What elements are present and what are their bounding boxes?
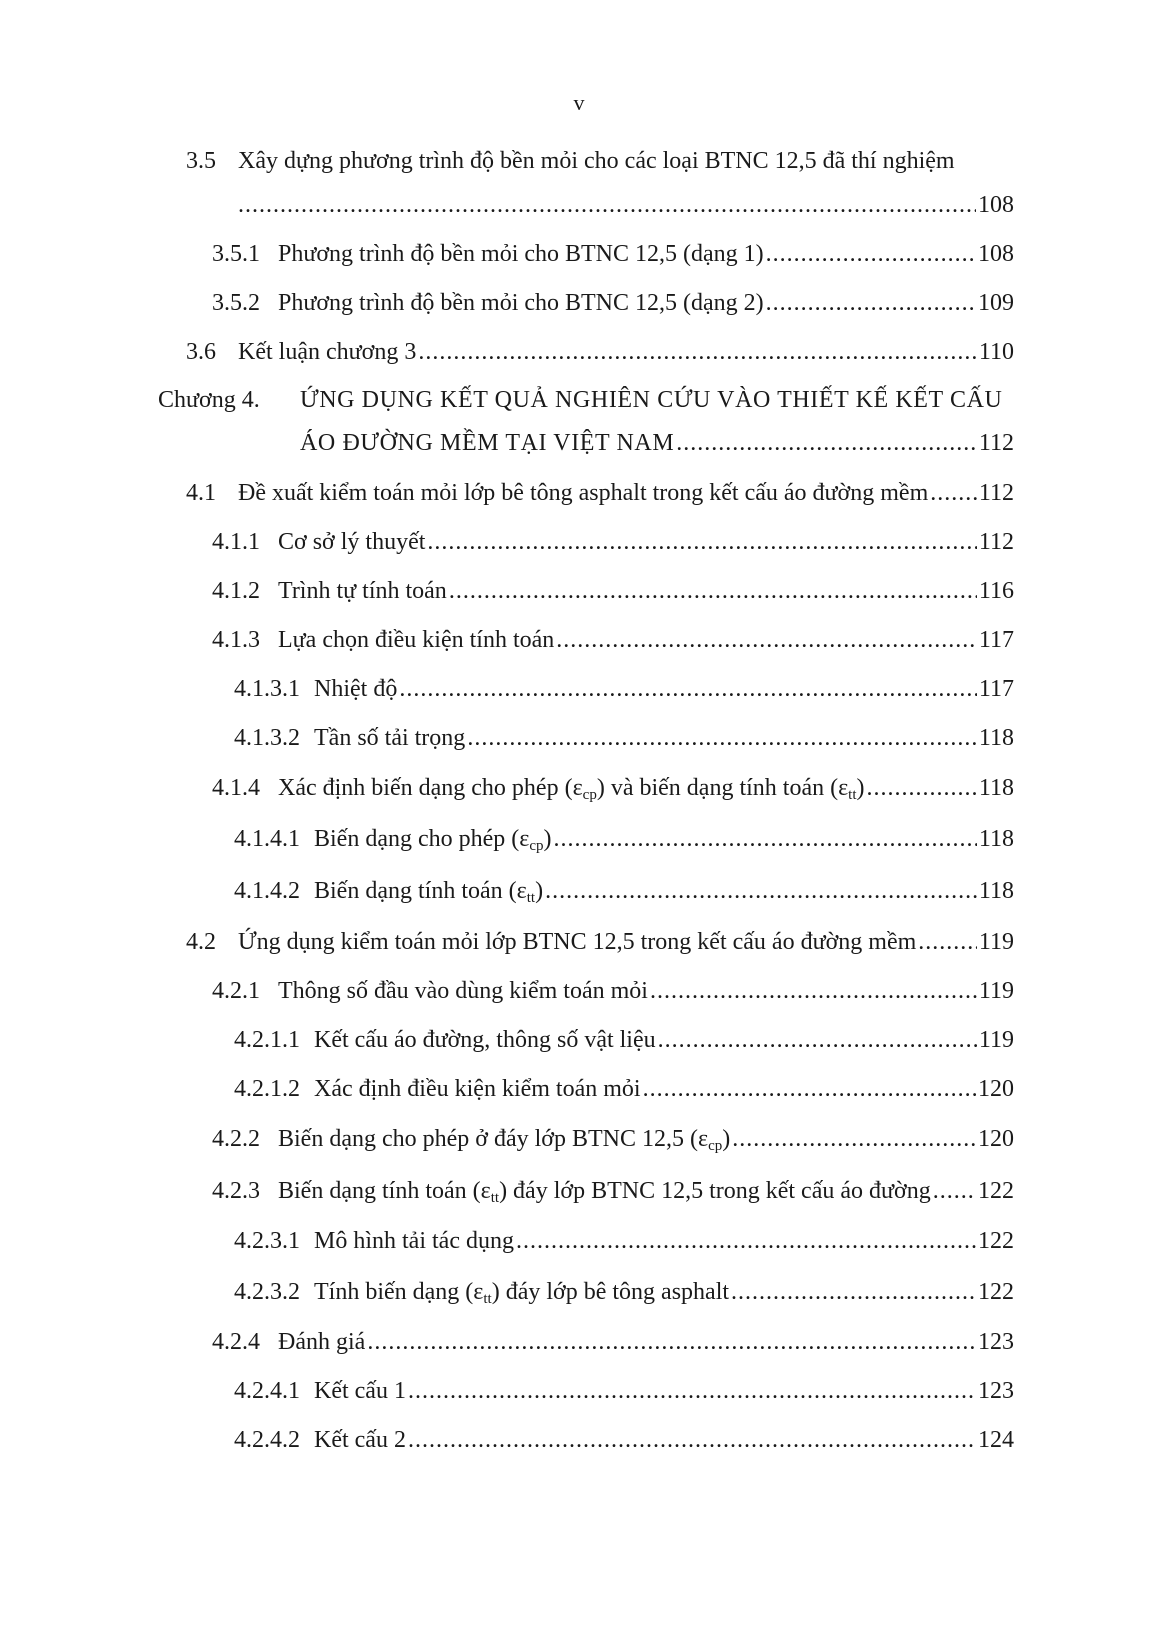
toc-entry-number: 4.1.4.1 (234, 826, 300, 852)
toc-entry-title (278, 1176, 931, 1213)
dot-leader (449, 576, 977, 606)
toc-entry-4-1-3[interactable] (212, 625, 1014, 655)
dot-leader (367, 1327, 976, 1357)
dot-leader (867, 773, 977, 803)
toc-entry-page: 108 (978, 241, 1014, 267)
toc-entry-3-6[interactable] (186, 337, 1014, 367)
subscript: tt (490, 1190, 500, 1206)
toc-entry-number: 4.1.2 (212, 578, 260, 604)
dot-leader (643, 1074, 976, 1104)
toc-entry-4-2-3[interactable] (212, 1176, 1014, 1213)
dot-leader (238, 190, 976, 220)
title-text: ) đáy lớp bê tông asphalt (491, 1279, 730, 1305)
toc-entry-number: 4.2 (186, 929, 216, 955)
toc-entry-title: Tần số tải trọng (314, 725, 466, 751)
toc-entry-4-1-4[interactable] (212, 773, 1014, 810)
toc-entry-4-2-4[interactable] (212, 1327, 1014, 1357)
toc-entry-4-2-3-2[interactable] (234, 1277, 1014, 1314)
toc-entry-number: 4.2.4 (212, 1329, 260, 1355)
toc-entry-page: 117 (978, 627, 1014, 653)
toc-entry-number: 4.2.2 (212, 1126, 260, 1152)
toc-entry-4-1-1[interactable] (212, 527, 1014, 557)
toc-entry-number: 4.2.3 (212, 1178, 260, 1204)
toc-entry-title: Cơ sở lý thuyết (278, 529, 426, 555)
title-text: ) đáy lớp BTNC 12,5 trong kết cấu áo đường (499, 1178, 931, 1204)
toc-entry-page: 108 (978, 192, 1014, 218)
toc-entry-page: 119 (978, 1027, 1014, 1053)
toc-entry-number: 4.2.4.1 (234, 1378, 300, 1404)
toc-entry-title (278, 1124, 730, 1161)
toc-entry-4-2-4-1[interactable] (234, 1376, 1014, 1406)
dot-leader (418, 337, 977, 367)
toc-entry-page: 119 (978, 929, 1014, 955)
toc-entry-page: 109 (978, 290, 1014, 316)
toc-entry-number: 4.1.3.2 (234, 725, 300, 751)
toc-entry-title (278, 773, 865, 810)
toc-entry-title: Đề xuất kiểm toán mỏi lớp bê tông asphalt trong kết cấu áo đường mềm (238, 480, 929, 506)
toc-entry-4-2-3-1[interactable] (234, 1226, 1014, 1256)
dot-leader (766, 288, 976, 318)
title-text: ) (543, 826, 552, 852)
toc-entry-number: 3.5.1 (212, 241, 260, 267)
dot-leader (516, 1226, 976, 1256)
toc-entry-title (314, 824, 552, 861)
toc-entry-title: Thông số đầu vào dùng kiểm toán mỏi (278, 978, 648, 1004)
toc-entry-page: 123 (978, 1378, 1014, 1404)
toc-entry-4-1-4-2[interactable] (234, 876, 1014, 913)
toc-entry-number: 3.5 (186, 148, 216, 174)
toc-entry-4-2-1-2[interactable] (234, 1074, 1014, 1104)
toc-entry-title: Xác định điều kiện kiểm toán mỏi (314, 1076, 641, 1102)
toc-entry-page: 112 (978, 480, 1014, 506)
toc-entry-number: 4.2.4.2 (234, 1427, 300, 1453)
toc-entry-page: 118 (978, 878, 1014, 904)
title-text: Biến dạng cho phép ở đáy lớp BTNC 12,5 (ε (278, 1126, 709, 1152)
toc-entry-number: 4.2.1 (212, 978, 260, 1004)
toc-entry-number: 4.1.3.1 (234, 676, 300, 702)
dot-leader (732, 1124, 976, 1154)
dot-leader (427, 527, 977, 557)
toc-entry-4-2-1-1[interactable] (234, 1025, 1014, 1055)
subscript: tt (526, 890, 536, 906)
toc-entry-4-1-3-2[interactable] (234, 723, 1014, 753)
title-text: ) (535, 878, 544, 904)
toc-entry-title: Nhiệt độ (314, 676, 398, 702)
toc-entry-chapter-4-cont[interactable] (300, 428, 1014, 458)
page-number: v (573, 90, 585, 115)
toc-entry-page: 123 (978, 1329, 1014, 1355)
dot-leader (554, 824, 977, 854)
toc-entry-4-2-4-2[interactable] (234, 1425, 1014, 1455)
toc-entry-title: Kết luận chương 3 (238, 339, 417, 365)
dot-leader (467, 723, 977, 753)
dot-leader (408, 1376, 976, 1406)
toc-entry-page: 118 (978, 775, 1014, 801)
toc-entry-number: 4.2.1.2 (234, 1076, 300, 1102)
toc-entry-page: 122 (978, 1228, 1014, 1254)
toc-entry-number: 4.2.3.2 (234, 1279, 300, 1305)
toc-entry-page: 112 (978, 529, 1014, 555)
toc-entry-page: 122 (978, 1178, 1014, 1204)
toc-entry-4-2-1[interactable] (212, 976, 1014, 1006)
title-text: Tính biến dạng (ε (314, 1279, 484, 1305)
toc-entry-number: 4.1 (186, 480, 216, 506)
title-text: Biến dạng tính toán (ε (314, 878, 527, 904)
toc-entry-title: Xây dựng phương trình độ bền mỏi cho các loại BTNC 12,5 đã thí nghiệm (238, 148, 955, 174)
toc-entry-number: 4.1.1 (212, 529, 260, 555)
toc-entry-title: ỨNG DỤNG KẾT QUẢ NGHIÊN CỨU VÀO THIẾT KẾ KẾT CẤU (300, 387, 1003, 413)
toc-entry-title: Kết cấu 1 (314, 1378, 406, 1404)
title-text: ) và biến dạng tính toán (ε (596, 775, 849, 801)
subscript: tt (848, 787, 857, 803)
toc-entry-4-1[interactable] (186, 478, 1014, 508)
toc-entry-page: 117 (978, 676, 1014, 702)
toc-entry-page: 112 (978, 430, 1014, 456)
toc-entry-page: 124 (978, 1427, 1014, 1453)
toc-entry-page: 110 (978, 339, 1014, 365)
toc-entry-number: Chương 4. (158, 387, 260, 413)
toc-entry-title: ÁO ĐƯỜNG MỀM TẠI VIỆT NAM (300, 430, 675, 456)
toc-entry-4-2[interactable] (186, 927, 1014, 957)
toc-entry-number: 4.2.3.1 (234, 1228, 300, 1254)
toc-entry-page: 118 (978, 725, 1014, 751)
toc-entry-title: Ứng dụng kiểm toán mỏi lớp BTNC 12,5 trong kết cấu áo đường mềm (238, 929, 917, 955)
dot-leader (930, 478, 977, 508)
toc-entry-page: 120 (978, 1076, 1014, 1102)
dot-leader (918, 927, 977, 957)
toc-entry-title: Phương trình độ bền mỏi cho BTNC 12,5 (dạng 2) (278, 290, 764, 316)
toc-entry-number: 4.1.3 (212, 627, 260, 653)
dot-leader (731, 1277, 976, 1307)
subscript: cp (708, 1138, 723, 1154)
dot-leader (545, 876, 977, 906)
dot-leader (650, 976, 977, 1006)
toc-entry-3-5-2[interactable] (212, 288, 1014, 318)
toc-entry-4-1-3-1[interactable] (234, 674, 1014, 704)
title-text: Biến dạng tính toán (ε (278, 1178, 491, 1204)
title-text: Biến dạng cho phép (ε (314, 826, 530, 852)
title-text: ) (722, 1126, 731, 1152)
toc-entry-number: 3.6 (186, 339, 216, 365)
toc-entry-title (314, 876, 543, 913)
subscript: tt (483, 1291, 492, 1307)
toc-entry-3-5-cont[interactable] (238, 190, 1014, 220)
toc-entry-title: Trình tự tính toán (278, 578, 447, 604)
toc-entry-number: 4.1.4 (212, 775, 260, 801)
toc-entry-page: 118 (978, 826, 1014, 852)
toc-entry-title: Mô hình tải tác dụng (314, 1228, 514, 1254)
dot-leader (556, 625, 977, 655)
dot-leader (933, 1176, 976, 1206)
toc-entry-number: 4.1.4.2 (234, 878, 300, 904)
dot-leader (766, 239, 976, 269)
toc-entry-title: Kết cấu 2 (314, 1427, 406, 1453)
title-text: Xác định biến dạng cho phép (ε (278, 775, 583, 801)
toc-entry-4-1-4-1[interactable] (234, 824, 1014, 861)
title-text: ) (856, 775, 865, 801)
dot-leader (408, 1425, 976, 1455)
dot-leader (658, 1025, 977, 1055)
toc-entry-3-5-1[interactable] (212, 239, 1014, 269)
toc-entry-title: Đánh giá (278, 1329, 366, 1355)
toc-entry-title (314, 1277, 729, 1314)
toc-entry-title: Kết cấu áo đường, thông số vật liệu (314, 1027, 656, 1053)
toc-entry-page: 119 (978, 978, 1014, 1004)
toc-entry-title: Lựa chọn điều kiện tính toán (278, 627, 555, 653)
subscript: cp (529, 838, 544, 854)
toc-entry-number: 3.5.2 (212, 290, 260, 316)
toc-entry-3-5[interactable] (186, 146, 1014, 176)
toc-entry-page: 116 (978, 578, 1014, 604)
toc-entry-4-1-2[interactable] (212, 576, 1014, 606)
toc-entry-chapter-4[interactable] (158, 385, 1014, 415)
dot-leader (399, 674, 977, 704)
dot-leader (676, 428, 977, 458)
toc-entry-title: Phương trình độ bền mỏi cho BTNC 12,5 (dạng 1) (278, 241, 764, 267)
toc-entry-4-2-2[interactable] (212, 1124, 1014, 1161)
toc-entry-number: 4.2.1.1 (234, 1027, 300, 1053)
toc-entry-page: 120 (978, 1126, 1014, 1152)
subscript: cp (582, 787, 597, 803)
toc-entry-page: 122 (978, 1279, 1014, 1305)
